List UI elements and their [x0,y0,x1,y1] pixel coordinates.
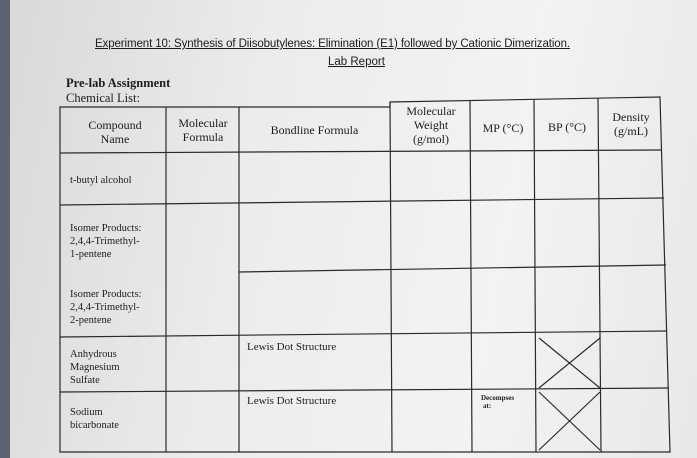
header-line: Weight [413,118,449,132]
lewis-dot-label-2: Lewis Dot Structure [247,395,337,407]
row-line: Magnesium [70,362,120,373]
header-line: (g/mL) [614,124,648,138]
col-header-compound [70,118,160,146]
header-line: Density [612,110,650,124]
header-line: Compound [88,118,142,132]
lewis-dot-label-1: Lewis Dot Structure [247,341,337,353]
col-header-bp [535,120,599,134]
row-line: 2-pentene [70,315,112,326]
worksheet [10,0,697,458]
prelab-heading: Pre-lab Assignment [66,76,171,90]
header-line: Bondline Formula [270,123,359,137]
col-header-molecular-formula [168,116,238,144]
row-line: Anhydrous [70,349,117,360]
chemical-list-heading: Chemical List: [66,91,140,105]
header-line: Molecular [406,104,456,118]
row-label-sodium-bicarbonate [70,406,165,432]
col-header-bondline [242,123,387,137]
experiment-title: Experiment 10: Synthesis of Diisobutylenes: Elimination (E1) followed by Cationic Dimerization. [95,38,570,50]
decomposes-at-note [481,394,531,410]
header-line: (g/mol) [413,132,449,146]
row-line: 2,4,4-Trimethyl- [70,236,140,247]
row-label-t-butyl-alcohol [70,174,165,187]
row-label-isomer-1 [70,222,165,261]
header-line: Molecular [178,116,228,130]
row-line: Sulfate [70,375,100,386]
row-label-isomer-2 [70,288,165,327]
row-line: t-butyl alcohol [70,175,132,186]
col-header-density [600,110,662,138]
row-line: 1-pentene [70,249,112,260]
note-line: at: [483,402,492,410]
row-line: Isomer Products: [70,223,142,234]
row-label-magnesium-sulfate [70,348,165,387]
header-line: BP (°C) [547,120,587,134]
header-line: Formula [182,130,224,144]
header-line: MP (°C) [482,121,524,135]
row-line: bicarbonate [70,420,119,431]
row-line: Isomer Products: [70,289,142,300]
col-header-mp [472,121,534,135]
col-header-molecular-weight [392,104,470,146]
row-line: 2,4,4-Trimethyl- [70,302,140,313]
row-line: Sodium [70,407,103,418]
header-line: Name [100,132,130,146]
note-line: Decompses [481,394,515,402]
report-subtitle: Lab Report [328,56,385,68]
